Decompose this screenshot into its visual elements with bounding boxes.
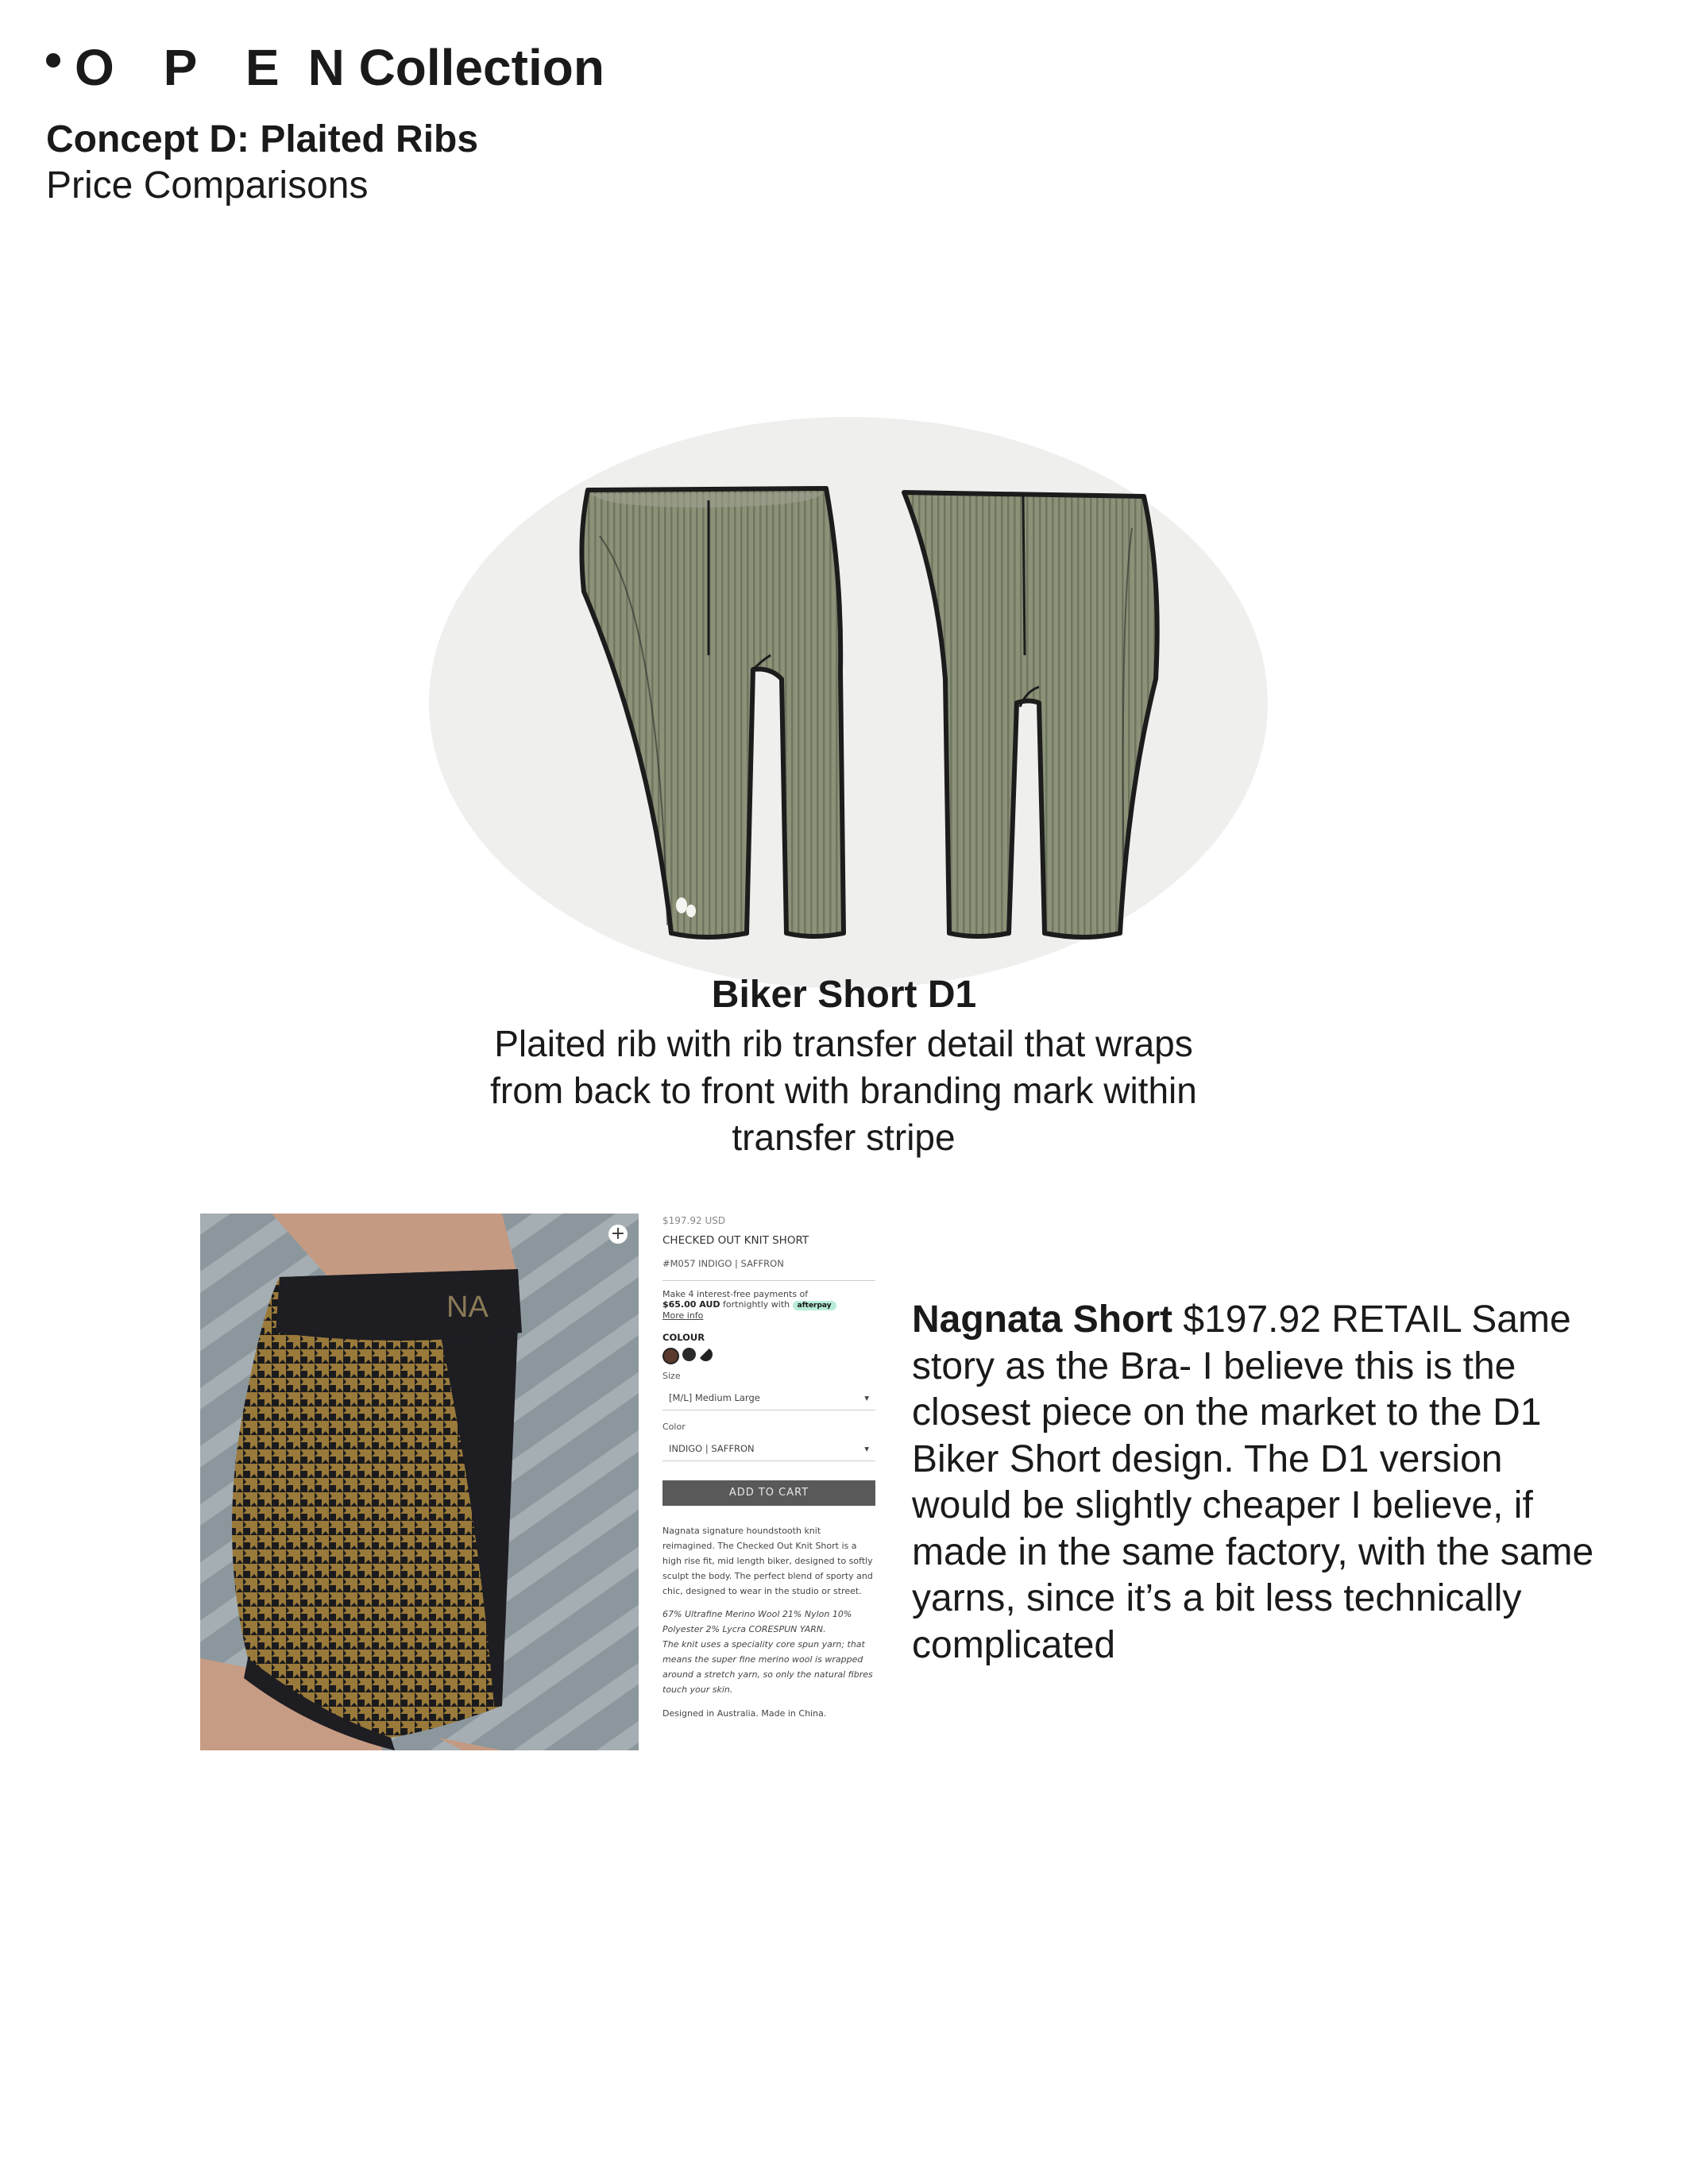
competitor-product-photo xyxy=(200,1214,639,1750)
listing-description: Nagnata signature houndstooth knit reimagined. The Checked Out Knit Short is a high rise fit, mid length biker, designed to softly sculpt the body. The perfect blend of sporty and chic, designed to wear in the studio or street. xyxy=(662,1526,873,1596)
comparison-product-name: Nagnata Short xyxy=(912,1298,1173,1341)
comparison-notes xyxy=(912,1297,1611,1669)
swatch-black[interactable] xyxy=(682,1348,696,1361)
listing-sku: #M057 INDIGO | SAFFRON xyxy=(662,1258,784,1269)
divider xyxy=(662,1280,875,1281)
brand-suffix: N Collection xyxy=(307,39,605,96)
listing-product-name: CHECKED OUT KNIT SHORT xyxy=(662,1234,809,1247)
listing-yarn-note: The knit uses a speciality core spun yarn; that means the super fine merino wool is wrapped around a stretch yarn, so only the natural fibres touch your skin. xyxy=(662,1639,873,1695)
comparison-price: $197.92 RETAIL xyxy=(1183,1298,1461,1341)
bullet-dot-icon xyxy=(46,53,60,68)
listing-origin: Designed in Australia. Made in China. xyxy=(662,1708,827,1719)
competitor-listing-panel xyxy=(662,1215,875,1719)
comparison-text: Same story as the Bra- I believe this is the closest piece on the market to the D1 Biker Short design. The D1 version would be slightly cheaper I believe, if made in the same factory, with the same yarns, since it’s a bit less technically complicated xyxy=(912,1298,1594,1666)
caret-down-icon: ▾ xyxy=(864,1443,869,1454)
biker-short-flat-illustration xyxy=(429,417,1271,997)
size-label: Size xyxy=(662,1371,681,1381)
swatch-brown[interactable] xyxy=(662,1348,679,1364)
colour-swatches xyxy=(662,1348,875,1364)
listing-composition: 67% Ultrafine Merino Wool 21% Nylon 10% Polyester 2% Lycra CORESPUN YARN. xyxy=(662,1609,852,1634)
swatch-houndstooth[interactable] xyxy=(699,1348,713,1361)
page-subtitle: Price Comparisons xyxy=(46,164,369,206)
product-title: Biker Short D1 xyxy=(711,974,977,1016)
color-label: Color xyxy=(662,1422,686,1432)
caret-down-icon: ▾ xyxy=(864,1392,869,1403)
color-select[interactable]: INDIGO | SAFFRON ▾ xyxy=(662,1432,875,1461)
svg-text:NA: NA xyxy=(446,1291,489,1324)
installment-info: Make 4 interest-free payments of $65.00 AUD fortnightly with afterpay More info xyxy=(662,1289,875,1321)
brand-title xyxy=(46,38,605,97)
size-select[interactable]: [M/L] Medium Large ▾ xyxy=(662,1381,875,1410)
colour-label: COLOUR xyxy=(662,1332,705,1343)
zoom-plus-icon[interactable]: + xyxy=(608,1225,628,1244)
installment-amount: $65.00 AUD xyxy=(662,1299,720,1310)
more-info-link[interactable]: More info xyxy=(662,1310,704,1321)
brand-prefix: O P E xyxy=(75,39,297,96)
listing-price: $197.92 USD xyxy=(662,1215,726,1226)
add-to-cart-button[interactable]: ADD TO CART xyxy=(662,1480,875,1506)
product-description: Plaited rib with rib transfer detail that wraps from back to front with branding mark within transfer stripe xyxy=(490,1023,1197,1158)
afterpay-badge: afterpay xyxy=(793,1301,836,1310)
concept-heading: Concept D: Plaited Ribs xyxy=(46,118,479,160)
